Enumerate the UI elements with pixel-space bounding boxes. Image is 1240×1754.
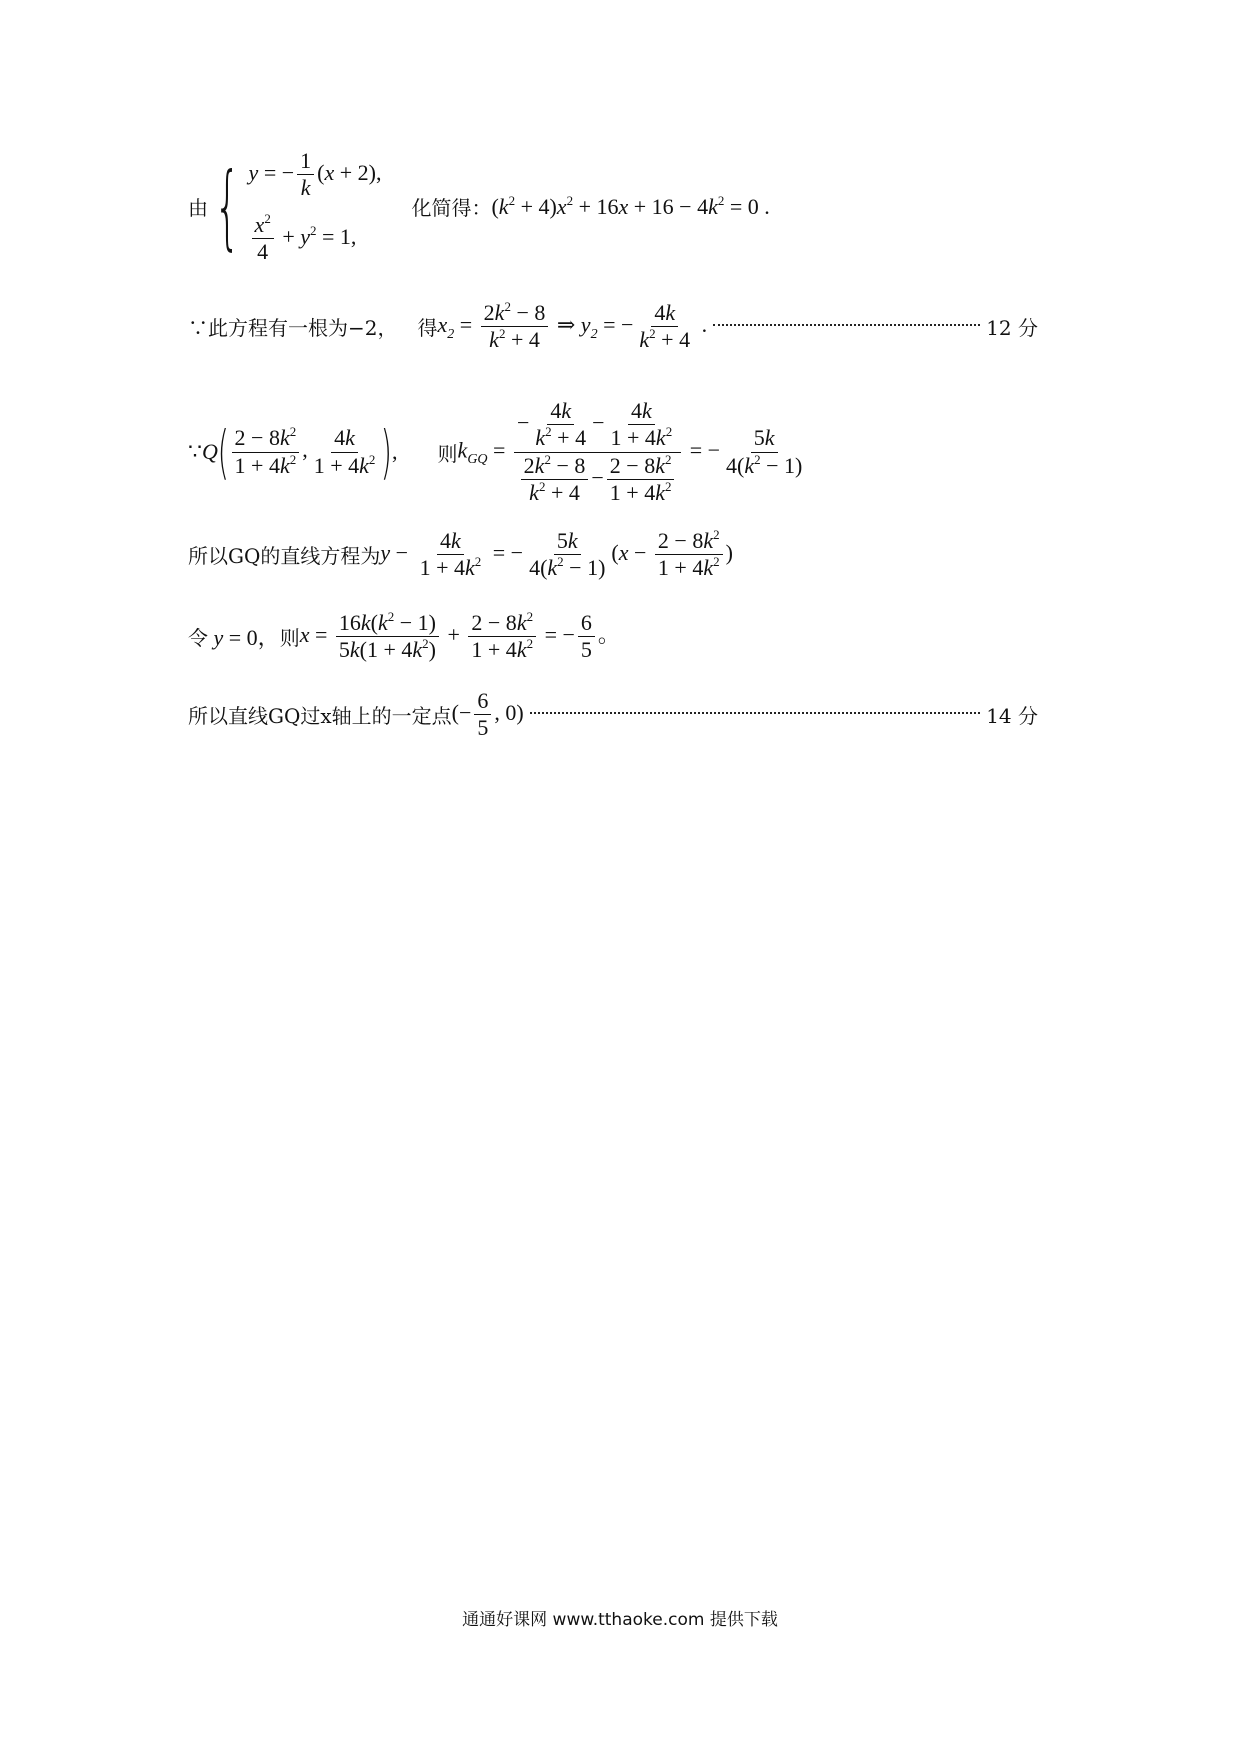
root-line (188, 300, 1038, 354)
line-equation (188, 528, 733, 582)
text-line-eq: 所以GQ的直线方程为 (188, 544, 381, 569)
score-12: 12 分 (986, 316, 1038, 341)
text-conclusion: 所以直线GQ过x轴上的一定点 (188, 704, 452, 729)
slope-line: ∵Q ( $\frac{2 - 8k^2}{1 + 4k^2}$ , $\frac{4k}{1 + 4k^2}$ ) , 则 $k_{GQ}$ = − $\frac{4k}{k^2 + 4}$ − $\frac{4k}{1 + 4k^2}$ $\frac{2k^2 - 8}{k^2 + 4}$ − $\frac{2 - 8k^2}{1 + 4k^2}$ = − $\frac{5k}{4(k^2 - 1)}$ (188, 398, 808, 507)
footer-text: 通通好课网 www.tthaoke.com 提供下载 (462, 1610, 778, 1630)
equation-ellipse: $\frac{x^2}{4}$ + $y^2 = 1$, (249, 212, 382, 266)
gq-line-expression: y − $\frac{4k}{1 + 4k^2}$ = − $\frac{5k}{4(k^2 - 1)}$ (x − $\frac{2 - 8k^2}{1 + 4k^2}$ ) (380, 527, 733, 581)
system-equations (249, 148, 382, 266)
dot-leader (713, 324, 980, 326)
score-14: 14 分 (986, 704, 1038, 729)
dot-leader-2 (530, 712, 980, 714)
text-you: 由 (188, 196, 208, 221)
left-paren: ( (217, 418, 229, 487)
equation-line-1: y = − $\frac{1}{k}$ (x + 2), (248, 148, 382, 201)
right-paren: ) (381, 418, 393, 487)
fixed-point: (− $\frac{6}{5}$ , 0) (451, 688, 524, 741)
slope-expression: $k_{GQ}$ = − $\frac{4k}{k^2 + 4}$ − $\frac{4k}{1 + 4k^2}$ $\frac{2k^2 - 8}{k^2 + 4}$ − $\frac{2 - 8k^2}{1 + 4k^2}$ = − $\frac{5k}{4(k^2 - 1)}$ (457, 398, 803, 506)
conclusion-line (188, 688, 1038, 742)
simplified-equation: $(k^2 + 4)x^2 + 16x + 16 - 4k^2 = 0$ . (491, 192, 770, 219)
text-ze: 则 (437, 441, 458, 466)
point-q: ∵Q (188, 439, 218, 465)
q-coordinates: $\frac{2 - 8k^2}{1 + 4k^2}$ , $\frac{4k}{1 + 4k^2}$ (229, 425, 382, 479)
text-ling: 令 (188, 626, 208, 651)
y-zero: y = 0， (213, 625, 280, 651)
intercept-line (188, 610, 620, 664)
x-intercept-expression: x = $\frac{16k(k^2 - 1)}{5k(1 + 4k^2)}$ + $\frac{2 - 8k^2}{1 + 4k^2}$ = − $\frac{6}{5}$ 。 (299, 609, 620, 663)
text-simplify: 化简得： (411, 196, 492, 221)
text-de: 得 (417, 316, 438, 341)
brace-symbol: { (214, 152, 241, 260)
x2-expression: $x_2$ = $\frac{2k^2 - 8}{k^2 + 4}$ ⇒ $y_2$ = − $\frac{4k}{k^2 + 4}$ . (437, 299, 708, 353)
text-root: ∵此方程有一根为−2， (188, 316, 398, 341)
text-ze2: 则 (279, 626, 300, 651)
equation-system-line (188, 148, 770, 266)
